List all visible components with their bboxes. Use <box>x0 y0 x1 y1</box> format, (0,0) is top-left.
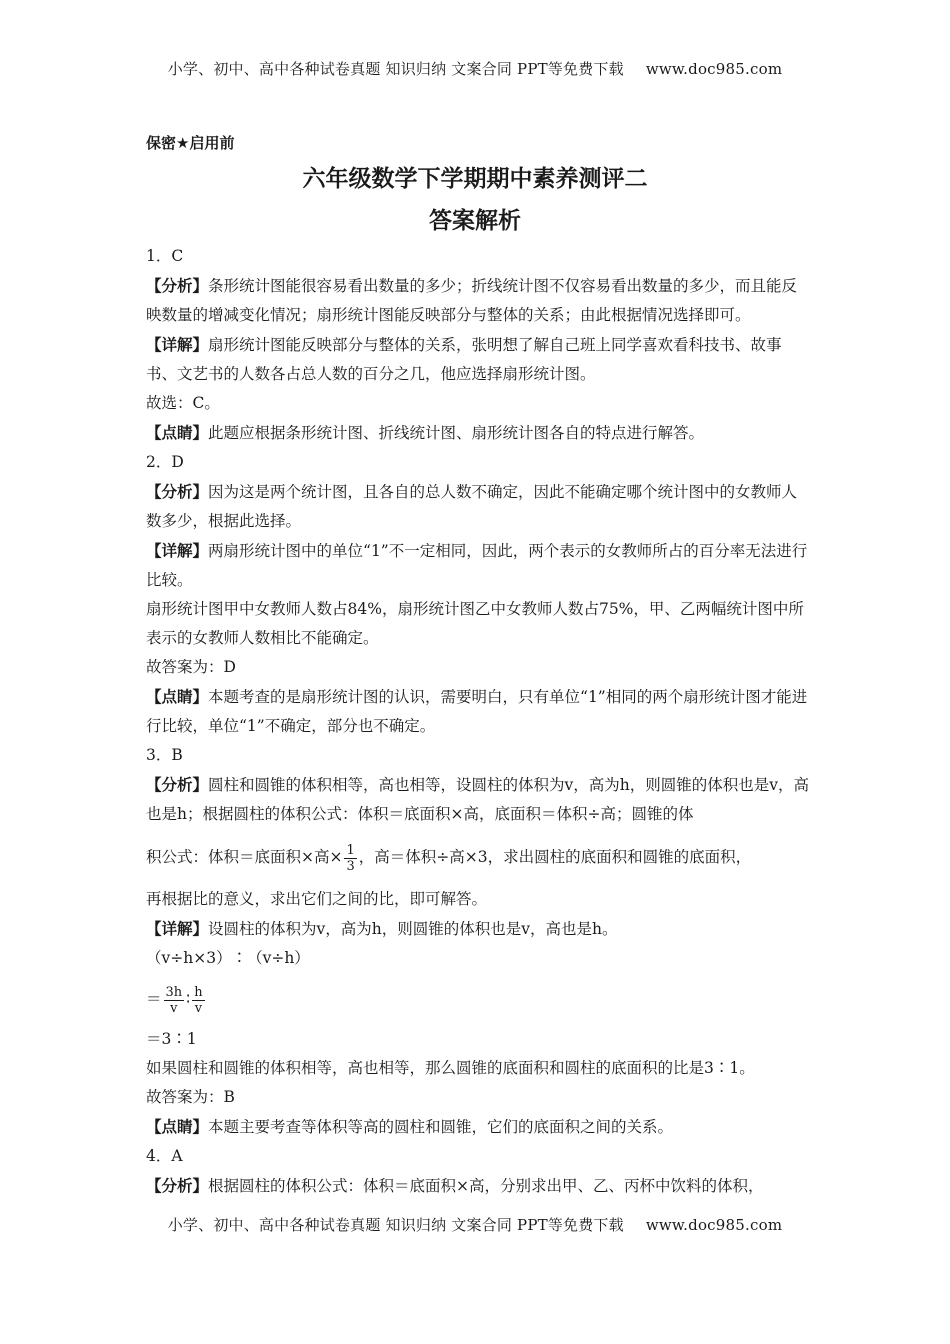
fraction-3h-over-v <box>164 985 185 1016</box>
fraction-numerator: 1 <box>346 842 355 858</box>
q3-detail <box>146 914 810 944</box>
q3-formula-part-1: 积公式：体积＝底面积×高× <box>146 848 343 866</box>
q3-analysis <box>146 770 810 829</box>
fraction-numerator: 3h <box>165 984 183 1000</box>
analysis-tag: 【分析】 <box>146 276 209 295</box>
header-url[interactable]: www.doc985.com <box>645 60 783 78</box>
page-header <box>0 58 950 79</box>
comment-tag: 【点睛】 <box>146 1117 209 1136</box>
document-title: 六年级数学下学期期中素养测评二 <box>302 166 648 192</box>
header-text: 小学、初中、高中各种试卷真题 知识归纳 文案合同 PPT等免费下载 <box>167 60 624 78</box>
ratio-colon: ∶ <box>186 990 191 1008</box>
q2-answer: 故答案为：D <box>146 658 236 676</box>
q4-number: 4．A <box>146 1147 183 1165</box>
answer-content <box>146 242 810 1201</box>
detail-tag: 【详解】 <box>146 335 209 354</box>
q1-comment <box>146 418 810 448</box>
q2-analysis-text: 因为这是两个统计图，且各自的总人数不确定，因此不能确定哪个统计图中的女教师人数多少，根据此选择。 <box>146 483 798 530</box>
q4-analysis <box>146 1171 810 1201</box>
fraction-h-over-v <box>192 985 204 1016</box>
fraction-numerator: h <box>194 984 203 1000</box>
confidential-label: 保密★启用前 <box>146 134 235 152</box>
q1-analysis-text: 条形统计图能很容易看出数量的多少；折线统计图不仅容易看出数量的多少，而且能反映数量的增减变化情况；扇形统计图能反映部分与整体的关系；由此根据情况选择即可。 <box>146 277 798 324</box>
q4-analysis-text: 根据圆柱的体积公式：体积＝底面积×高，分别求出甲、乙、丙杯中饮料的体积， <box>208 1177 764 1195</box>
fraction-denominator: 3 <box>346 858 355 874</box>
q3-comment-text: 本题主要考查等体积等高的圆柱和圆锥，它们的底面积之间的关系。 <box>208 1118 674 1136</box>
comment-tag: 【点睛】 <box>146 687 209 706</box>
fraction-denominator: v <box>194 1000 203 1016</box>
q3-analysis-formula <box>146 829 810 885</box>
analysis-tag: 【分析】 <box>146 775 209 794</box>
q2-detail <box>146 536 810 595</box>
q2-number: 2．D <box>146 453 184 471</box>
q3-analysis-end: 再根据比的意义，求出它们之间的比，即可解答。 <box>146 890 488 908</box>
q2-detail-2: 扇形统计图甲中女教师人数占84%，扇形统计图乙中女教师人数占75%，甲、乙两幅统计图中所表示的女教师人数相比不能确定。 <box>146 600 804 647</box>
footer-url[interactable]: www.doc985.com <box>645 1216 783 1234</box>
equals-sign: ＝ <box>146 990 162 1008</box>
analysis-tag: 【分析】 <box>146 482 209 501</box>
q3-answer: 故答案为：B <box>146 1088 235 1106</box>
analysis-tag: 【分析】 <box>146 1176 209 1195</box>
q1-detail-text: 扇形统计图能反映部分与整体的关系，张明想了解自己班上同学喜欢看科技书、故事书、文艺书的人数各占总人数的百分之几，他应选择扇形统计图。 <box>146 336 782 383</box>
comment-tag: 【点睛】 <box>146 423 209 442</box>
q3-number: 3．B <box>146 746 183 764</box>
page-footer <box>0 1214 950 1235</box>
q2-comment <box>146 682 810 741</box>
q1-analysis <box>146 271 810 330</box>
document-subtitle: 答案解析 <box>429 208 521 234</box>
q1-detail <box>146 330 810 389</box>
q2-comment-text: 本题考查的是扇形统计图的认识，需要明白，只有单位“1”相同的两个扇形统计图才能进行比较，单位“1”不确定，部分也不确定。 <box>146 688 808 735</box>
q2-detail-text: 两扇形统计图中的单位“1”不一定相同，因此，两个表示的女教师所占的百分率无法进行比较。 <box>146 542 808 589</box>
q3-step-2 <box>146 973 810 1025</box>
footer-text: 小学、初中、高中各种试卷真题 知识归纳 文案合同 PPT等免费下载 <box>167 1216 624 1234</box>
q3-analysis-text: 圆柱和圆锥的体积相等，高也相等，设圆柱的体积为v，高为h，则圆锥的体积也是v，高也是h；根据圆柱的体积公式：体积＝底面积×高，底面积＝体积÷高；圆锥的体 <box>146 776 810 823</box>
fraction-denominator: v <box>170 1000 178 1016</box>
detail-tag: 【详解】 <box>146 541 209 560</box>
q1-comment-text: 此题应根据条形统计图、折线统计图、扇形统计图各自的特点进行解答。 <box>208 424 705 442</box>
q3-comment <box>146 1112 810 1142</box>
q3-formula-part-2: ，高＝体积÷高×3，求出圆柱的底面积和圆锥的底面积， <box>358 848 752 866</box>
q1-answer: 故选：C。 <box>146 394 220 412</box>
q3-step-1: （v÷h×3）∶（v÷h） <box>146 949 310 967</box>
detail-tag: 【详解】 <box>146 919 209 938</box>
q3-step-3: ＝3∶1 <box>146 1030 197 1048</box>
q3-conclusion: 如果圆柱和圆锥的体积相等，高也相等，那么圆锥的底面积和圆柱的底面积的比是3∶1。 <box>146 1059 755 1077</box>
q1-number: 1．C <box>146 247 184 265</box>
q3-detail-text: 设圆柱的体积为v，高为h，则圆锥的体积也是v，高也是h。 <box>208 920 618 938</box>
fraction-one-third <box>344 843 356 874</box>
q2-analysis <box>146 477 810 536</box>
